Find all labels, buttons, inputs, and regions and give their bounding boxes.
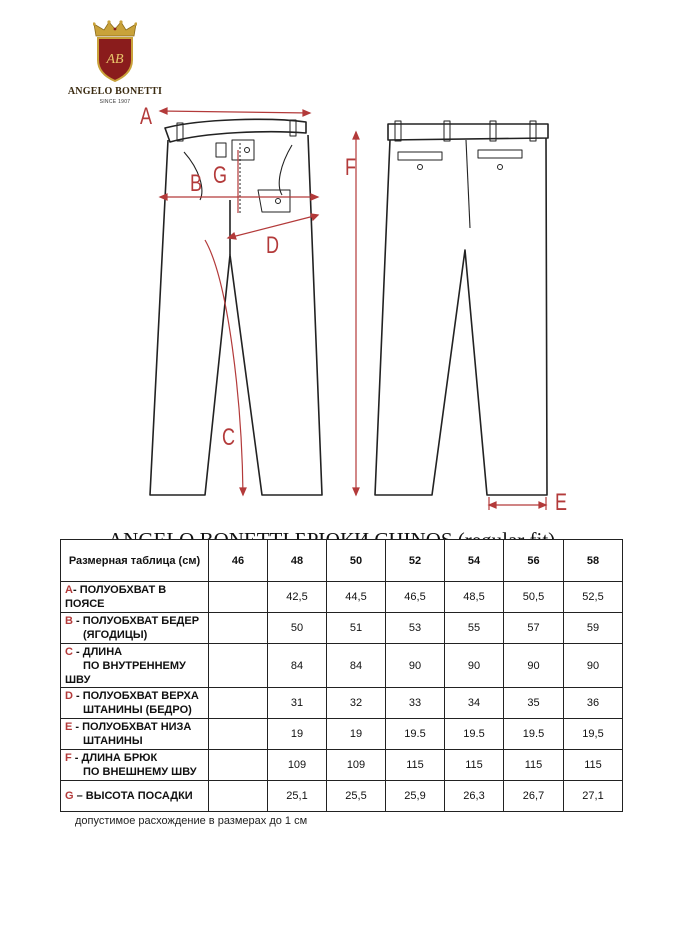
size-value-54: 115 — [445, 750, 504, 781]
size-value-52: 46,5 — [386, 582, 445, 613]
row-label — [61, 644, 209, 688]
row-title: ПОЛУОБХВАТ НИЗА — [82, 721, 192, 733]
size-value-48: 84 — [268, 644, 327, 688]
size-value-46 — [209, 719, 268, 750]
size-value-56: 35 — [504, 688, 564, 719]
logo-monogram: AB — [106, 52, 124, 67]
shield-emblem — [96, 36, 134, 82]
brand-since: SINCE 1907 — [99, 99, 131, 105]
size-value-58: 90 — [564, 644, 623, 688]
size-value-52: 25,9 — [386, 781, 445, 812]
row-label-line: ШТАНИНЫ (БЕДРО) — [83, 704, 192, 716]
size-value-50: 25,5 — [327, 781, 386, 812]
front-outline — [150, 135, 322, 495]
row-letter: E — [65, 721, 73, 733]
row-label-line: ПОЯСЕ — [65, 598, 105, 610]
row-separator: - — [71, 752, 82, 764]
row-label-line: ШТАНИНЫ — [83, 735, 143, 747]
row-label-line — [65, 583, 204, 597]
row-label-line: ШВУ — [65, 673, 91, 686]
table-header-row — [61, 540, 623, 582]
row-label-line — [65, 789, 204, 803]
size-value-50: 51 — [327, 613, 386, 644]
size-value-48: 50 — [268, 613, 327, 644]
row-label-line — [65, 689, 204, 703]
size-value-46 — [209, 750, 268, 781]
size-header-58: 58 — [564, 540, 623, 582]
row-label — [61, 688, 209, 719]
dimension-letter-a: A — [140, 103, 153, 130]
row-separator: – — [73, 790, 86, 802]
table-body — [61, 582, 623, 812]
size-value-56: 50,5 — [504, 582, 564, 613]
dimension-letter-g: G — [213, 162, 228, 189]
size-value-48: 25,1 — [268, 781, 327, 812]
row-letter: D — [65, 690, 73, 702]
row-separator: - — [72, 690, 83, 702]
size-value-48: 31 — [268, 688, 327, 719]
size-header-48: 48 — [268, 540, 327, 582]
table-header-label: Размерная таблица (см) — [61, 540, 209, 582]
row-label-line — [65, 751, 204, 765]
size-header-52: 52 — [386, 540, 445, 582]
size-value-50: 32 — [327, 688, 386, 719]
row-title: ПОЛУОБХВАТ ВЕРХА — [82, 690, 199, 702]
dimension-letter-e: E — [555, 489, 568, 516]
size-value-52: 115 — [386, 750, 445, 781]
size-value-54: 19.5 — [445, 719, 504, 750]
size-value-54: 48,5 — [445, 582, 504, 613]
size-value-58: 52,5 — [564, 582, 623, 613]
table-row — [61, 781, 623, 812]
size-value-50: 19 — [327, 719, 386, 750]
size-value-46 — [209, 582, 268, 613]
row-letter: B — [65, 615, 73, 627]
row-separator: - — [72, 721, 83, 733]
brand-name: ANGELO BONETTI — [67, 86, 163, 97]
table-row — [61, 750, 623, 781]
row-label-line: (ЯГОДИЦЫ) — [83, 629, 148, 641]
row-letter: A — [65, 584, 73, 596]
back-outline — [375, 138, 547, 495]
size-table — [60, 539, 623, 812]
row-label-line — [65, 614, 204, 628]
row-separator: - — [72, 615, 83, 627]
size-header-50: 50 — [327, 540, 386, 582]
size-value-56: 90 — [504, 644, 564, 688]
row-letter: G — [65, 790, 74, 802]
size-value-54: 55 — [445, 613, 504, 644]
row-label-line: ПО ВНЕШНЕМУ ШВУ — [83, 766, 197, 778]
row-title: ДЛИНА БРЮК — [81, 752, 158, 764]
size-value-48: 109 — [268, 750, 327, 781]
size-value-52: 90 — [386, 644, 445, 688]
size-value-52: 33 — [386, 688, 445, 719]
size-value-56: 115 — [504, 750, 564, 781]
row-title: ВЫСОТА ПОСАДКИ — [85, 790, 193, 802]
row-label — [61, 781, 209, 812]
size-value-58: 59 — [564, 613, 623, 644]
row-title: ПОЛУОБХВАТ В — [79, 584, 167, 596]
size-value-56: 19.5 — [504, 719, 564, 750]
row-label-line: ПО ВНУТРЕННЕМУ — [83, 659, 186, 672]
size-value-56: 26,7 — [504, 781, 564, 812]
size-header-54: 54 — [445, 540, 504, 582]
dimension-letter-c: C — [222, 424, 236, 451]
row-label — [61, 750, 209, 781]
size-value-58: 27,1 — [564, 781, 623, 812]
size-value-46 — [209, 644, 268, 688]
table-row — [61, 613, 623, 644]
size-value-46 — [209, 781, 268, 812]
table-row — [61, 644, 623, 688]
size-value-58: 36 — [564, 688, 623, 719]
dimension-letter-f: F — [345, 154, 357, 181]
size-value-46 — [209, 688, 268, 719]
size-value-58: 115 — [564, 750, 623, 781]
row-label-line — [65, 720, 204, 734]
size-value-56: 57 — [504, 613, 564, 644]
row-label — [61, 613, 209, 644]
size-value-46 — [209, 613, 268, 644]
row-label-line — [65, 645, 204, 659]
front-waistband — [165, 119, 306, 142]
size-value-54: 90 — [445, 644, 504, 688]
table-row — [61, 719, 623, 750]
size-value-58: 19,5 — [564, 719, 623, 750]
dimension-letter-b: B — [190, 170, 203, 197]
table-row — [61, 688, 623, 719]
size-value-48: 19 — [268, 719, 327, 750]
row-title: ПОЛУОБХВАТ БЕДЕР — [82, 615, 200, 627]
size-value-50: 44,5 — [327, 582, 386, 613]
tolerance-note: допустимое расхождение в размерах до 1 см — [75, 815, 308, 827]
dimension-letter-d: D — [266, 232, 280, 259]
row-label — [61, 719, 209, 750]
row-separator: - — [72, 645, 83, 658]
row-separator: - — [72, 584, 80, 596]
size-value-50: 109 — [327, 750, 386, 781]
size-header-56: 56 — [504, 540, 564, 582]
size-value-52: 19.5 — [386, 719, 445, 750]
size-value-54: 34 — [445, 688, 504, 719]
row-letter: F — [65, 752, 72, 764]
row-letter: C — [65, 645, 73, 658]
row-label — [61, 582, 209, 613]
size-header-46: 46 — [209, 540, 268, 582]
size-value-48: 42,5 — [268, 582, 327, 613]
back-waistband — [388, 124, 548, 140]
size-value-50: 84 — [327, 644, 386, 688]
size-value-52: 53 — [386, 613, 445, 644]
row-title: ДЛИНА — [82, 645, 123, 658]
size-value-54: 26,3 — [445, 781, 504, 812]
table-row — [61, 582, 623, 613]
